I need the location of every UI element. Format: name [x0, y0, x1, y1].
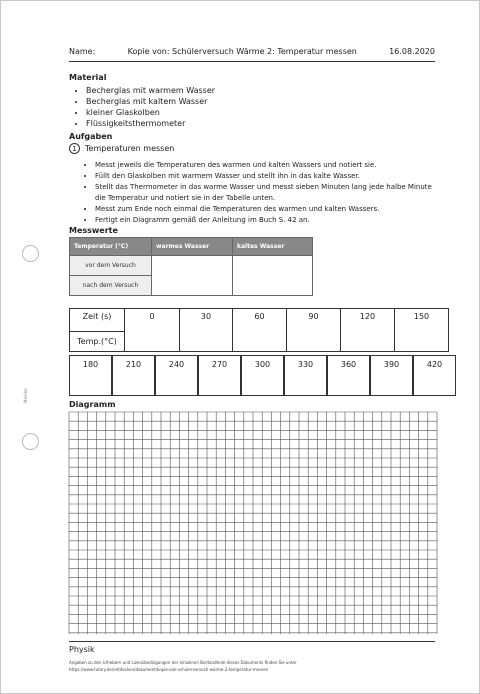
time-table-row2	[69, 355, 456, 396]
task-number-badge: 1	[69, 143, 80, 154]
time-cell[interactable]: 120	[341, 309, 395, 352]
list-item: • Becherglas mit warmem Wasser	[86, 85, 215, 96]
name-label: Name:	[69, 47, 96, 56]
punch-hole-top	[22, 245, 39, 262]
time-cell[interactable]: 0	[125, 309, 180, 352]
time-cell[interactable]: 180	[69, 355, 112, 396]
material-heading: Material	[69, 73, 107, 82]
list-item: • Stellt das Thermometer in das warme Wasser und messt sieben Minuten lang jede halbe Minute die Temperatur und notiert sie in der Tabelle unten.	[95, 182, 440, 204]
footer-url-line: https://www.tutory.de/entdecken/dokument/kopie-von-schulerversuch-warme-2-temperatur-messen	[69, 667, 269, 672]
table-header-cell: warmes Wasser	[152, 238, 233, 256]
task-title-row	[69, 143, 174, 154]
time-cell[interactable]: 300	[241, 355, 284, 396]
time-cell[interactable]: 30	[180, 309, 233, 352]
time-cell[interactable]: 210	[112, 355, 155, 396]
time-cell[interactable]: 330	[284, 355, 327, 396]
list-item: • Fertigt ein Diagramm gemäß der Anleitung im Buch S. 42 an.	[95, 215, 440, 226]
footer-rule	[69, 641, 435, 642]
messwerte-table	[69, 237, 313, 296]
header-rule	[69, 61, 435, 62]
time-cell[interactable]: 270	[198, 355, 241, 396]
time-cell[interactable]: 420	[413, 355, 456, 396]
table-header-cell: kaltes Wasser	[233, 238, 313, 256]
list-item: • Flüssigkeitsthermometer	[86, 118, 215, 129]
list-item: • Füllt den Glaskolben mit warmem Wasser und stellt ihn in das kalte Wasser.	[95, 171, 440, 182]
diagramm-heading: Diagramm	[69, 400, 116, 409]
time-cell[interactable]: 240	[155, 355, 198, 396]
list-item: • Messt jeweils die Temperaturen des warmen und kalten Wassers und notiert sie.	[95, 160, 440, 171]
graph-paper-grid[interactable]	[68, 411, 438, 635]
time-temp-table	[69, 308, 449, 352]
input-cell-warm[interactable]	[152, 256, 233, 296]
side-margin-text: Meinbe	[23, 388, 28, 403]
time-cell[interactable]: 390	[370, 355, 413, 396]
time-cell[interactable]: 150	[395, 309, 449, 352]
row-label-after: nach dem Versuch	[70, 276, 152, 296]
temp-row-label: Temp.(°C)	[70, 332, 125, 352]
row-label-before: vor dem Versuch	[70, 256, 152, 276]
page-header	[69, 47, 435, 56]
material-list	[76, 85, 215, 129]
document-date: 16.08.2020	[389, 47, 435, 56]
time-row-label: Zeit (s)	[70, 309, 125, 332]
time-cell[interactable]: 360	[327, 355, 370, 396]
messwerte-heading: Messwerte	[69, 226, 118, 235]
list-item: • Becherglas mit kaltem Wasser	[86, 96, 215, 107]
aufgaben-heading: Aufgaben	[69, 132, 113, 141]
punch-hole-bottom	[22, 433, 39, 450]
time-cell[interactable]: 60	[233, 309, 287, 352]
list-item: • Messt zum Ende noch einmal die Temperaturen des warmen und kalten Wassers.	[95, 204, 440, 215]
list-item: • kleiner Glaskolben	[86, 107, 215, 118]
task-steps	[86, 160, 440, 226]
input-cell-cold[interactable]	[233, 256, 313, 296]
time-cell[interactable]: 90	[287, 309, 341, 352]
table-header-cell: Temperatur (°C)	[70, 238, 152, 256]
footer-subject: Physik	[69, 645, 95, 654]
document-title: Kopie von: Schülerversuch Wärme 2: Temperatur messen	[127, 47, 357, 56]
task-title: Temperaturen messen	[85, 144, 175, 153]
footer-license-line: Angaben zu den Urhebern und Lizenzbedingungen der einzelnen Bestandteile dieses Dokuments finden Sie unter	[69, 660, 297, 665]
